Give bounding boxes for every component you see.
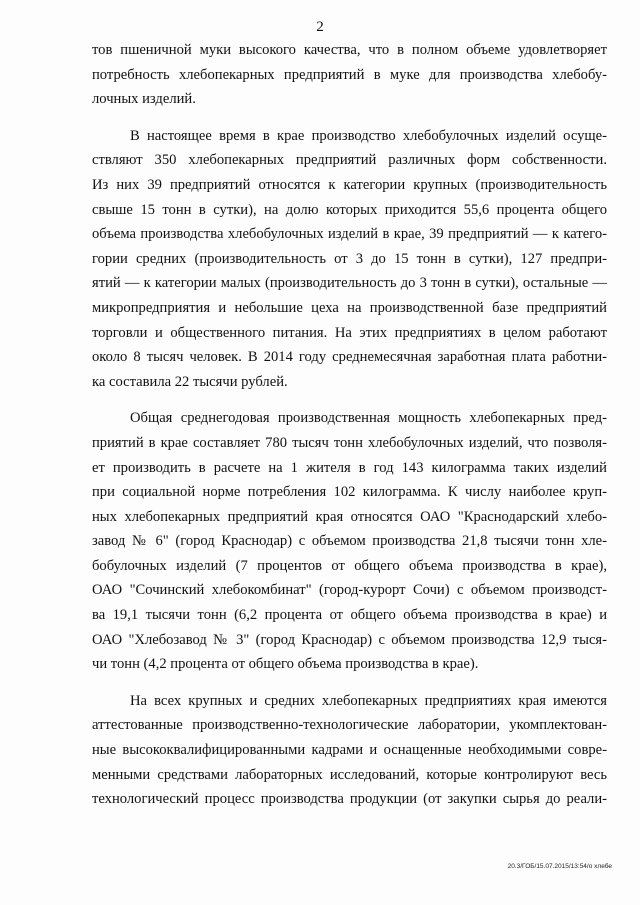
text-line: ные высококвалифицированными кадрами и оснащенные необходимыми совре- xyxy=(92,742,607,759)
text-line: ва 19,1 тысячи тонн (6,2 процента от общего объема производства в крае) и xyxy=(92,607,607,624)
text-line: при социальной норме потребления 102 килограмма. К числу наиболее круп- xyxy=(92,484,607,501)
paragraph xyxy=(92,124,607,395)
text-line: ОАО "Хлебозавод № 3" (город Краснодар) с объемом производства 12,9 тыся- xyxy=(92,631,607,648)
text-line: технологический процесс производства продукции (от закупки сырья до реали- xyxy=(92,791,607,808)
text-line: ных хлебопекарных предприятий края относятся ОАО "Краснодарский хлебо- xyxy=(92,508,607,525)
text-line: завод № 6" (город Краснодар) с объемом производства 21,8 тысячи тонн хле- xyxy=(92,533,607,550)
text-line: объема производства хлебобулочных изделий в крае, 39 предприятий — к катего- xyxy=(92,226,607,243)
text-line: свыше 15 тонн в сутки), на долю которых приходится 55,6 процента общего xyxy=(92,201,607,218)
text-line: На всех крупных и средних хлебопекарных предприятиях края имеются xyxy=(130,692,607,709)
text-line: ет производить в расчете на 1 жителя в год 143 килограмма таких изделий xyxy=(92,459,607,476)
document-footer-code: 20.3/ГОБ/15.07.2015/13:54/о хлебе xyxy=(507,863,612,870)
text-line: около 8 тысяч человек. В 2014 году среднемесячная заработная плата работни- xyxy=(92,349,607,366)
paragraph-spacing xyxy=(92,112,607,124)
text-line: микропредприятия и небольшие цеха на производственной базе предприятий xyxy=(92,299,607,316)
text-line: тов пшеничной муки высокого качества, что в полном объеме удовлетворяет xyxy=(92,42,607,58)
text-line: ятий — к категории малых (производительность до 3 тонн в сутки), остальные — xyxy=(92,275,607,292)
text-line: приятий в крае составляет 780 тысяч тонн хлебобулочных изделий, что позволя- xyxy=(92,434,607,451)
text-line: ОАО "Сочинский хлебокомбинат" (город-курорт Сочи) с объемом производст- xyxy=(92,582,607,599)
text-line: ствляют 350 хлебопекарных предприятий различных форм собственности. xyxy=(92,152,607,169)
text-line: В настоящее время в крае производство хлебобулочных изделий осуще- xyxy=(130,127,607,144)
paragraph-spacing xyxy=(92,394,607,406)
paragraph-spacing xyxy=(92,677,607,689)
text-line: бобулочных изделий (7 процентов от общего объема производства в крае), xyxy=(92,557,607,574)
text-line: аттестованные производственно-технологические лаборатории, укомплектован- xyxy=(92,717,607,734)
text-line: Из них 39 предприятий относятся к категории крупных (производительность xyxy=(92,176,607,193)
text-line: ка составила 22 тысячи рублей. xyxy=(92,373,288,390)
text-line: гории средних (производительность от 3 до 15 тонн в сутки), 127 предпри- xyxy=(92,250,607,267)
document-body xyxy=(92,38,607,812)
text-line: торговли и общественного питания. На этих предприятиях в целом работают xyxy=(92,324,607,341)
text-line: лочных изделий. xyxy=(92,91,196,108)
paragraph xyxy=(92,689,607,812)
paragraph xyxy=(92,38,607,112)
text-line: Общая среднегодовая производственная мощность хлебопекарных пред- xyxy=(130,410,607,427)
paragraph xyxy=(92,406,607,677)
page-number: 2 xyxy=(316,19,324,35)
text-line: менными средствами лабораторных исследований, которые контролируют весь xyxy=(92,766,607,783)
text-line: чи тонн (4,2 процента от общего объема производства в крае). xyxy=(92,656,479,673)
text-line: потребность хлебопекарных предприятий в муке для производства хлебобу- xyxy=(92,66,607,83)
